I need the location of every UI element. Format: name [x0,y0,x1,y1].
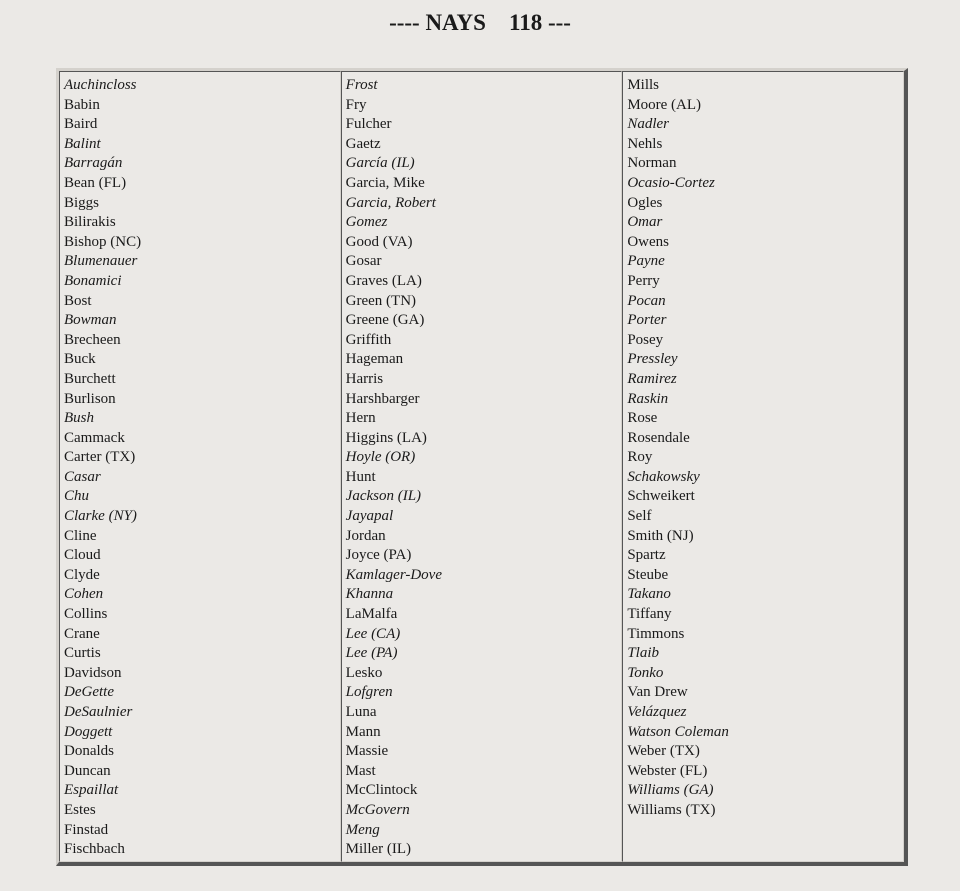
member-name: Jordan [345,527,386,544]
member-name: Frost [345,77,378,93]
member-name: DeGette [64,684,114,701]
member-name: Harshbarger [345,390,420,407]
member-name: Joyce (PA) [345,547,412,564]
member-name: Barragán [64,155,123,172]
member-name: Griffith [345,331,392,348]
member-name: Fischbach [64,841,125,858]
member-name: Khanna [345,586,394,603]
member-name: Lee (CA) [345,625,401,642]
member-name: Smith (NJ) [627,527,694,544]
member-name: Crane [64,625,100,642]
member-name: Bonamici [64,272,122,289]
member-name: Curtis [64,645,101,662]
member-name: Good (VA) [345,233,413,250]
member-name: Carter (TX) [64,449,136,466]
member-name: Payne [627,253,665,270]
member-name: Schakowsky [627,468,700,485]
member-name: Clarke (NY) [64,508,137,525]
member-name: Mann [345,723,381,740]
member-name: Babin [64,96,100,113]
member-name: Cammack [64,429,125,446]
member-name: Brecheen [64,331,121,348]
member-name: Collins [64,606,108,623]
member-name: Finstad [64,821,109,838]
member-name: Tonko [627,664,664,681]
member-name: Owens [627,233,669,250]
member-name: Williams (GA) [627,782,714,799]
member-name: Watson Coleman [627,723,729,740]
member-name: Steube [627,566,669,583]
member-name: Buck [64,351,96,368]
member-name: Ramirez [627,370,677,387]
member-name: Luna [345,704,377,720]
member-name: Moore (AL) [627,96,702,113]
member-name: Roy [627,449,653,466]
member-name: Raskin [627,390,669,407]
member-name: Posey [627,331,664,348]
member-name: Meng [345,821,380,838]
page-title: ---- NAYS 118 --- [389,10,571,35]
member-name: Massie [345,743,389,760]
member-name: Estes [64,801,96,818]
member-name: Fulcher [345,116,392,133]
member-name: Espaillat [64,782,119,799]
member-name: Jackson (IL) [345,488,422,505]
member-name: McGovern [345,801,410,818]
member-name: Graves (LA) [345,272,422,289]
member-name: Spartz [627,547,666,564]
member-name: Nadler [627,116,669,133]
member-name: Schweikert [627,488,695,505]
member-name: Doggett [64,723,113,740]
member-name: DeSaulnier [64,704,133,720]
member-name: Jayapal [345,508,394,525]
member-name: Burlison [64,390,116,407]
member-name: Baird [64,116,98,133]
member-name: Kamlager-Dove [345,566,442,583]
member-name: Perry [627,272,660,289]
member-name: Rose [627,410,658,427]
member-name: Cloud [64,547,101,564]
names-column-2 [341,71,623,862]
member-name: Garcia, Robert [345,194,436,211]
member-name: Lofgren [345,684,393,701]
names-column-1 [59,71,341,862]
member-name: Mast [345,762,376,779]
member-name: Biggs [64,194,100,211]
member-name: Fry [345,96,367,113]
member-name: Garcia, Mike [345,174,425,191]
member-name: Lee (PA) [345,645,398,662]
member-name: Gosar [345,253,382,270]
member-name: Pressley [627,351,678,368]
member-name: Gaetz [345,135,381,152]
nays-table-frame [56,68,908,866]
member-name: Porter [627,312,667,329]
member-name: Lesko [345,664,383,681]
member-name: Hageman [345,351,404,368]
member-name: LaMalfa [345,606,398,623]
member-name: Clyde [64,566,100,583]
member-name: Nehls [627,135,663,152]
member-name: Velázquez [627,704,687,720]
member-name: Bilirakis [64,214,116,231]
member-name: Gomez [345,214,388,231]
member-name: Omar [627,214,663,231]
member-name: Rosendale [627,429,690,446]
member-name: Ogles [627,194,663,211]
member-name: Webster (FL) [627,762,708,779]
member-name: Hoyle (OR) [345,449,416,466]
member-name: Casar [64,468,101,485]
member-name: Davidson [64,664,122,681]
member-name: Harris [345,370,384,387]
names-column-3 [622,71,904,862]
member-name: Van Drew [627,684,688,701]
nays-table [59,71,904,862]
member-name: Blumenauer [64,253,138,270]
member-name: Pocan [627,292,666,309]
member-name: Green (TN) [345,292,417,309]
member-name: Donalds [64,743,114,760]
member-name: Bost [64,292,92,309]
member-name: Duncan [64,762,111,779]
table-row [59,71,904,862]
member-name: Mills [627,77,659,93]
member-name: Ocasio-Cortez [627,174,715,191]
member-name: Hern [345,410,376,427]
member-name: Miller (IL) [345,841,412,858]
member-name: McClintock [345,782,418,799]
member-name: Timmons [627,625,685,642]
member-name: Self [627,508,652,525]
member-name: Cohen [64,586,104,603]
member-name: Chu [64,488,90,505]
member-name: Bush [64,410,94,427]
member-name: Bishop (NC) [64,233,142,250]
member-name: Higgins (LA) [345,429,427,446]
member-name: Tiffany [627,606,672,623]
member-name: Tlaib [627,645,659,662]
member-name: García (IL) [345,155,415,172]
member-name: Williams (TX) [627,801,716,818]
member-name: Bowman [64,312,117,329]
member-name: Weber (TX) [627,743,700,760]
member-name: Balint [64,135,101,152]
member-name: Burchett [64,370,116,387]
member-name: Hunt [345,468,376,485]
member-name: Auchincloss [64,77,137,93]
member-name: Cline [64,527,97,544]
member-name: Takano [627,586,671,603]
member-name: Bean (FL) [64,174,127,191]
member-name: Norman [627,155,677,172]
member-name: Greene (GA) [345,312,425,329]
